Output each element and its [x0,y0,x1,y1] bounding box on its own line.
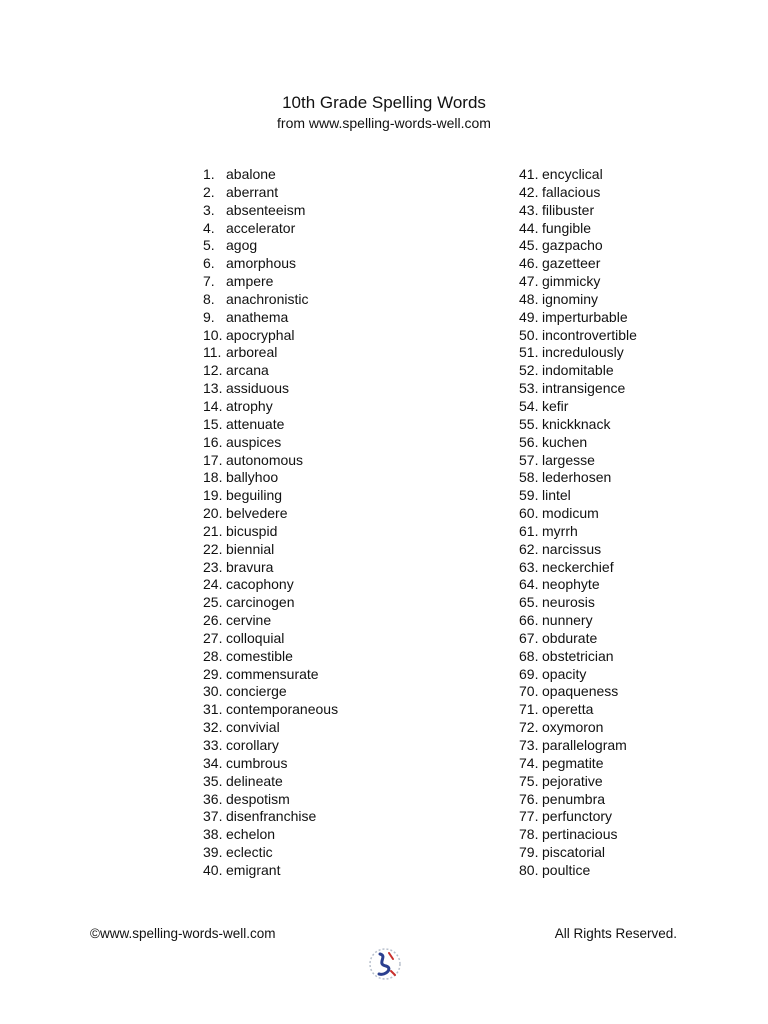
word-number: 72. [519,719,539,736]
word-number: 79. [519,844,539,861]
word-list-right [519,166,637,880]
list-item [519,469,637,487]
list-item [203,826,338,844]
word-number: 26. [203,612,223,629]
word-text: kefir [542,397,569,414]
word-text: ignominy [542,290,599,307]
list-item [519,701,637,719]
list-item [519,683,637,701]
word-number: 18. [203,469,223,486]
word-number: 15. [203,415,223,432]
word-text: perfunctory [542,808,613,825]
list-item [519,380,637,398]
word-number: 46. [519,255,539,272]
word-text: penumbra [542,790,606,807]
word-number: 45. [519,237,539,254]
word-number: 53. [519,380,539,397]
list-item [203,755,338,773]
word-number: 16. [203,433,223,450]
list-item [519,237,637,255]
list-item [203,683,338,701]
word-text: emigrant [226,861,281,878]
list-item [203,719,338,737]
word-number: 41. [519,166,539,182]
list-item [519,648,637,666]
word-number: 1. [203,166,215,182]
list-item [203,434,338,452]
word-text: pegmatite [542,754,604,771]
word-text: absenteeism [226,201,306,218]
word-text: narcissus [542,540,602,557]
word-text: agog [226,237,258,254]
list-item [519,202,637,220]
word-text: myrrh [542,522,578,539]
word-text: commensurate [226,665,319,682]
word-number: 73. [519,737,539,753]
word-number: 58. [519,469,539,486]
word-text: kuchen [542,433,588,450]
word-text: neurosis [542,594,595,611]
word-text: cervine [226,612,272,629]
list-item [519,791,637,809]
word-number: 69. [519,665,539,682]
word-text: parallelogram [542,737,627,753]
list-item [519,541,637,559]
word-number: 77. [519,808,539,825]
word-text: indomitable [542,362,614,379]
word-number: 28. [203,647,223,664]
list-item [519,808,637,826]
word-number: 55. [519,415,539,432]
word-text: accelerator [226,219,296,236]
word-text: operetta [542,701,594,718]
list-item [203,701,338,719]
list-item [519,344,637,362]
word-text: cacophony [226,576,294,593]
word-text: aberrant [226,183,279,200]
word-number: 20. [203,505,223,522]
word-number: 3. [203,201,215,218]
word-number: 19. [203,487,223,504]
word-text: attenuate [226,415,285,432]
word-text: abalone [226,166,276,182]
site-logo-icon [366,944,404,984]
list-item [203,773,338,791]
word-text: fallacious [542,183,601,200]
word-text: ampere [226,273,274,290]
word-number: 31. [203,701,223,718]
list-item [519,755,637,773]
word-number: 43. [519,201,539,218]
list-item [203,648,338,666]
list-item [203,737,338,755]
word-text: apocryphal [226,326,295,343]
word-number: 71. [519,701,539,718]
list-item [519,291,637,309]
word-number: 50. [519,326,539,343]
word-number: 39. [203,844,223,861]
word-text: belvedere [226,505,288,522]
word-number: 57. [519,451,539,468]
word-number: 37. [203,808,223,825]
word-text: pejorative [542,772,603,789]
word-text: delineate [226,772,283,789]
word-text: piscatorial [542,844,606,861]
word-number: 23. [203,558,223,575]
list-item [203,666,338,684]
list-item [519,255,637,273]
word-text: lederhosen [542,469,612,486]
word-number: 62. [519,540,539,557]
list-item [519,505,637,523]
word-number: 4. [203,219,215,236]
list-item [203,398,338,416]
word-number: 66. [519,612,539,629]
list-item [519,166,637,184]
word-text: knickknack [542,415,611,432]
list-item [203,380,338,398]
list-item [519,826,637,844]
list-item [203,362,338,380]
list-item [519,612,637,630]
word-number: 27. [203,629,223,646]
word-text: filibuster [542,201,595,218]
word-text: ballyhoo [226,469,279,486]
word-text: echelon [226,826,276,843]
word-number: 59. [519,487,539,504]
list-item [519,362,637,380]
word-number: 38. [203,826,223,843]
word-number: 40. [203,861,223,878]
word-text: pertinacious [542,826,618,843]
word-number: 70. [519,683,539,700]
word-text: gazpacho [542,237,603,254]
word-number: 63. [519,558,539,575]
word-text: lintel [542,487,571,504]
word-text: amorphous [226,255,297,272]
list-item [519,523,637,541]
list-item [519,559,637,577]
list-item [203,166,338,184]
list-item [519,862,637,880]
footer-copyright: ©www.spelling-words-well.com [90,926,276,941]
word-text: convivial [226,719,280,736]
word-text: biennial [226,540,275,557]
word-text: intransigence [542,380,626,397]
word-text: colloquial [226,629,285,646]
list-item [519,398,637,416]
list-item [203,808,338,826]
word-number: 67. [519,629,539,646]
word-number: 80. [519,861,539,878]
word-number: 30. [203,683,223,700]
word-number: 5. [203,237,215,254]
word-number: 42. [519,183,539,200]
word-number: 68. [519,647,539,664]
list-item [519,719,637,737]
word-number: 47. [519,273,539,290]
list-item [519,327,637,345]
word-text: encyclical [542,166,603,182]
word-number: 48. [519,290,539,307]
word-text: oxymoron [542,719,604,736]
word-number: 51. [519,344,539,361]
word-text: bravura [226,558,274,575]
list-item [519,576,637,594]
word-text: contemporaneous [226,701,339,718]
word-number: 65. [519,594,539,611]
word-text: neckerchief [542,558,614,575]
list-item [203,612,338,630]
word-text: arcana [226,362,269,379]
list-item [203,416,338,434]
list-item [519,630,637,648]
word-number: 52. [519,362,539,379]
list-item [519,184,637,202]
word-number: 36. [203,790,223,807]
word-number: 44. [519,219,539,236]
word-number: 61. [519,522,539,539]
list-item [203,184,338,202]
word-number: 78. [519,826,539,843]
word-number: 64. [519,576,539,593]
word-number: 6. [203,255,215,272]
list-item [203,559,338,577]
page-subtitle: from www.spelling-words-well.com [277,115,491,131]
list-item [519,434,637,452]
word-text: eclectic [226,844,273,861]
word-number: 8. [203,290,215,307]
list-item [519,416,637,434]
word-number: 35. [203,772,223,789]
list-item [203,291,338,309]
word-text: arboreal [226,344,278,361]
list-item [519,487,637,505]
word-number: 12. [203,362,223,379]
word-number: 9. [203,308,215,325]
list-item [519,666,637,684]
list-item [203,344,338,362]
list-item [519,594,637,612]
word-number: 14. [203,397,223,414]
word-text: largesse [542,451,595,468]
list-item [519,452,637,470]
word-text: comestible [226,647,293,664]
word-number: 74. [519,754,539,771]
list-item [203,844,338,862]
word-text: obdurate [542,629,598,646]
word-number: 32. [203,719,223,736]
word-text: bicuspid [226,522,278,539]
page-title: 10th Grade Spelling Words [282,93,486,112]
word-number: 13. [203,380,223,397]
word-text: gimmicky [542,273,601,290]
list-item [203,505,338,523]
list-item [203,220,338,238]
word-text: gazetteer [542,255,601,272]
word-number: 56. [519,433,539,450]
word-number: 25. [203,594,223,611]
list-item [203,469,338,487]
list-item [519,309,637,327]
word-text: obstetrician [542,647,614,664]
list-item [203,594,338,612]
list-item [519,773,637,791]
word-text: modicum [542,505,599,522]
word-number: 21. [203,522,223,539]
list-item [203,237,338,255]
word-text: incontrovertible [542,326,637,343]
list-item [519,220,637,238]
word-text: anathema [226,308,289,325]
list-item [203,327,338,345]
word-text: disenfranchise [226,808,317,825]
word-text: assiduous [226,380,290,397]
word-text: anachronistic [226,290,309,307]
word-text: poultice [542,861,591,878]
list-item [519,737,637,755]
word-number: 22. [203,540,223,557]
word-number: 17. [203,451,223,468]
word-number: 10. [203,326,223,343]
list-item [203,255,338,273]
word-text: auspices [226,433,282,450]
word-text: nunnery [542,612,593,629]
word-number: 60. [519,505,539,522]
word-text: autonomous [226,451,304,468]
word-text: cumbrous [226,754,288,771]
word-text: neophyte [542,576,600,593]
word-text: opacity [542,665,587,682]
word-number: 34. [203,754,223,771]
list-item [519,844,637,862]
word-text: atrophy [226,397,273,414]
word-text: incredulously [542,344,624,361]
list-item [203,630,338,648]
word-text: corollary [226,737,279,753]
word-number: 33. [203,737,223,753]
word-text: carcinogen [226,594,295,611]
list-item [519,273,637,291]
list-item [203,273,338,291]
word-text: beguiling [226,487,283,504]
word-number: 76. [519,790,539,807]
list-item [203,202,338,220]
list-item [203,541,338,559]
word-number: 75. [519,772,539,789]
word-number: 7. [203,273,215,290]
list-item [203,487,338,505]
list-item [203,576,338,594]
list-item [203,791,338,809]
word-number: 2. [203,183,215,200]
list-item [203,452,338,470]
footer-rights: All Rights Reserved. [554,926,677,941]
word-list-left [203,166,338,880]
word-number: 11. [203,344,222,361]
word-number: 54. [519,397,539,414]
word-number: 24. [203,576,223,593]
list-item [203,862,338,880]
word-number: 29. [203,665,223,682]
word-text: fungible [542,219,592,236]
word-text: imperturbable [542,308,628,325]
word-text: concierge [226,683,287,700]
word-text: opaqueness [542,683,619,700]
list-item [203,309,338,327]
word-number: 49. [519,308,539,325]
list-item [203,523,338,541]
word-text: despotism [226,790,290,807]
